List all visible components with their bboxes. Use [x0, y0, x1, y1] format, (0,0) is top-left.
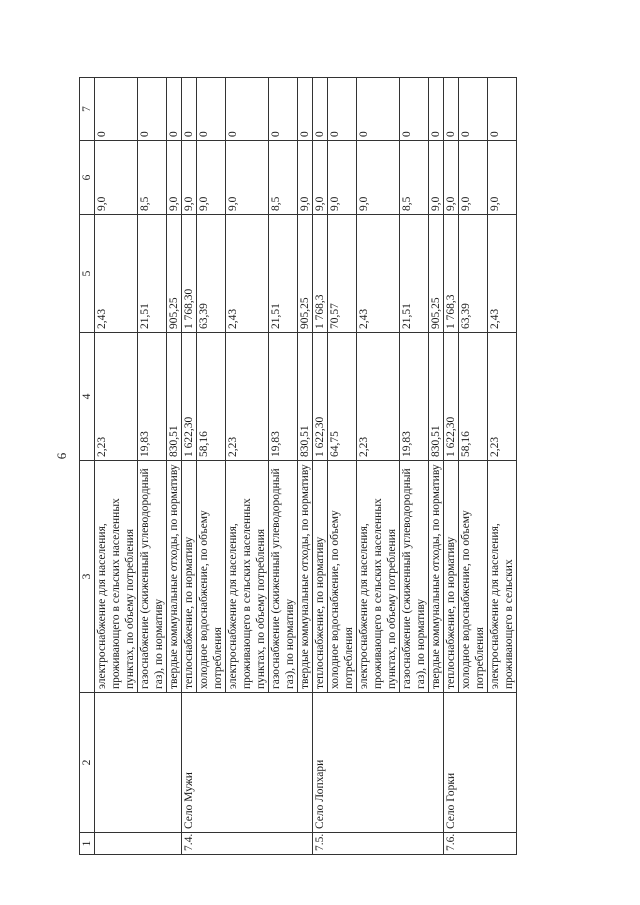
service-description-cell: теплоснабжение, по нормативу [444, 461, 459, 693]
table-row [95, 78, 138, 855]
settlement-cell [95, 693, 138, 833]
value-col6-cell: 9,0 [444, 141, 459, 215]
value-col5-cell: 70,57 [328, 215, 357, 333]
service-description-cell: электроснабжение для населения, проживающего в сельских [488, 461, 517, 693]
value-col5-cell: 2,43 [357, 215, 400, 333]
value-col5-cell: 63,39 [459, 215, 488, 333]
tariff-table [79, 77, 517, 855]
service-description-cell: газоснабжение (сжиженный углеводородный газ), по нормативу [269, 461, 298, 693]
value-col7-cell: 0 [197, 78, 226, 141]
service-description-cell: твердые коммунальные отходы, по нормативу [167, 461, 182, 693]
value-col5-cell: 2,43 [95, 215, 138, 333]
table-row [197, 78, 226, 855]
value-col7-cell: 0 [357, 78, 400, 141]
table-row [400, 78, 429, 855]
value-col4-cell: 1 622,30 [444, 333, 459, 461]
value-col6-cell: 9,0 [226, 141, 269, 215]
row-number-cell [429, 833, 444, 855]
row-number-cell [138, 833, 167, 855]
value-col7-cell: 0 [400, 78, 429, 141]
settlement-cell [400, 693, 429, 833]
row-number-cell [226, 833, 269, 855]
header-cell-1: 1 [80, 833, 95, 855]
value-col7-cell: 0 [269, 78, 298, 141]
tariff-table-frame [79, 78, 618, 855]
value-col7-cell: 0 [459, 78, 488, 141]
table-row [488, 78, 517, 855]
row-number-cell [197, 833, 226, 855]
row-number-cell [488, 833, 517, 855]
value-col5-cell: 21,51 [269, 215, 298, 333]
value-col6-cell: 9,0 [167, 141, 182, 215]
value-col6-cell: 9,0 [357, 141, 400, 215]
value-col7-cell: 0 [298, 78, 313, 141]
value-col4-cell: 830,51 [167, 333, 182, 461]
value-col5-cell: 1 768,30 [182, 215, 197, 333]
value-col6-cell: 9,0 [182, 141, 197, 215]
value-col7-cell: 0 [95, 78, 138, 141]
row-number-cell [95, 833, 138, 855]
settlement-cell [226, 693, 269, 833]
value-col4-cell: 2,23 [95, 333, 138, 461]
value-col7-cell: 0 [328, 78, 357, 141]
row-number-cell: 7.6. [444, 833, 459, 855]
value-col7-cell: 0 [182, 78, 197, 141]
table-row [167, 78, 182, 855]
value-col6-cell: 9,0 [328, 141, 357, 215]
service-description-cell: твердые коммунальные отходы, по нормативу [429, 461, 444, 693]
value-col4-cell: 58,16 [459, 333, 488, 461]
value-col6-cell: 9,0 [459, 141, 488, 215]
value-col4-cell: 19,83 [269, 333, 298, 461]
value-col5-cell: 21,51 [400, 215, 429, 333]
value-col4-cell: 1 622,30 [182, 333, 197, 461]
service-description-cell: электроснабжение для населения, проживающего в сельских населенных пунктах, по объему потребления [226, 461, 269, 693]
value-col7-cell: 0 [444, 78, 459, 141]
settlement-cell [167, 693, 182, 833]
value-col5-cell: 1 768,3 [444, 215, 459, 333]
value-col7-cell: 0 [138, 78, 167, 141]
value-col7-cell: 0 [313, 78, 328, 141]
service-description-cell: газоснабжение (сжиженный углеводородный газ), по нормативу [400, 461, 429, 693]
row-number-cell [167, 833, 182, 855]
value-col5-cell: 905,25 [429, 215, 444, 333]
table-row [357, 78, 400, 855]
header-cell-4: 4 [80, 333, 95, 461]
value-col4-cell: 58,16 [197, 333, 226, 461]
value-col5-cell: 2,43 [488, 215, 517, 333]
value-col4-cell: 2,23 [488, 333, 517, 461]
header-cell-3: 3 [80, 461, 95, 693]
row-number-cell [269, 833, 298, 855]
value-col4-cell: 19,83 [400, 333, 429, 461]
value-col7-cell: 0 [429, 78, 444, 141]
value-col4-cell: 830,51 [429, 333, 444, 461]
row-number-cell [400, 833, 429, 855]
settlement-cell [429, 693, 444, 833]
row-number-cell [298, 833, 313, 855]
value-col6-cell: 9,0 [197, 141, 226, 215]
value-col6-cell: 8,5 [269, 141, 298, 215]
value-col6-cell: 9,0 [298, 141, 313, 215]
table-row [226, 78, 269, 855]
table-row [298, 78, 313, 855]
service-description-cell: электроснабжение для населения, проживающего в сельских населенных пунктах, по объему потребления [357, 461, 400, 693]
service-description-cell: холодное водоснабжение, по объему потребления [197, 461, 226, 693]
value-col5-cell: 1 768,3 [313, 215, 328, 333]
service-description-cell: газоснабжение (сжиженный углеводородный газ), по нормативу [138, 461, 167, 693]
settlement-cell [138, 693, 167, 833]
value-col5-cell: 905,25 [167, 215, 182, 333]
value-col7-cell: 0 [167, 78, 182, 141]
value-col4-cell: 2,23 [226, 333, 269, 461]
value-col4-cell: 64,75 [328, 333, 357, 461]
service-description-cell: холодное водоснабжение, по объему потребления [459, 461, 488, 693]
value-col6-cell: 9,0 [488, 141, 517, 215]
service-description-cell: твердые коммунальные отходы, по нормативу [298, 461, 313, 693]
value-col4-cell: 2,23 [357, 333, 400, 461]
settlement-cell [328, 693, 357, 833]
value-col7-cell: 0 [488, 78, 517, 141]
settlement-cell [197, 693, 226, 833]
row-number-cell [357, 833, 400, 855]
header-cell-2: 2 [80, 693, 95, 833]
table-row [182, 78, 197, 855]
settlement-cell: Село Горки [444, 693, 459, 833]
value-col4-cell: 1 622,30 [313, 333, 328, 461]
value-col5-cell: 905,25 [298, 215, 313, 333]
table-row [444, 78, 459, 855]
rotated-table-container [79, 78, 618, 855]
row-number-cell: 7.5. [313, 833, 328, 855]
settlement-cell [488, 693, 517, 833]
row-number-cell: 7.4. [182, 833, 197, 855]
settlement-cell [459, 693, 488, 833]
page-number: 6 [54, 452, 69, 460]
service-description-cell: электроснабжение для населения, проживающего в сельских населенных пунктах, по объему потребления [95, 461, 138, 693]
settlement-cell [298, 693, 313, 833]
service-description-cell: теплоснабжение, по нормативу [313, 461, 328, 693]
value-col5-cell: 63,39 [197, 215, 226, 333]
table-row [138, 78, 167, 855]
header-row [80, 78, 95, 855]
value-col4-cell: 19,83 [138, 333, 167, 461]
value-col6-cell: 9,0 [313, 141, 328, 215]
value-col6-cell: 9,0 [429, 141, 444, 215]
settlement-cell: Село Мужи [182, 693, 197, 833]
value-col7-cell: 0 [226, 78, 269, 141]
table-body [95, 78, 517, 855]
service-description-cell: холодное водоснабжение, по объему потребления [328, 461, 357, 693]
value-col5-cell: 21,51 [138, 215, 167, 333]
value-col6-cell: 8,5 [138, 141, 167, 215]
settlement-cell [357, 693, 400, 833]
table-row [459, 78, 488, 855]
settlement-cell: Село Лопхари [313, 693, 328, 833]
value-col5-cell: 2,43 [226, 215, 269, 333]
settlement-cell [269, 693, 298, 833]
value-col6-cell: 8,5 [400, 141, 429, 215]
value-col4-cell: 830,51 [298, 333, 313, 461]
row-number-cell [328, 833, 357, 855]
row-number-cell [459, 833, 488, 855]
header-cell-5: 5 [80, 215, 95, 333]
header-cell-6: 6 [80, 141, 95, 215]
table-row [429, 78, 444, 855]
header-cell-7: 7 [80, 78, 95, 141]
value-col6-cell: 9,0 [95, 141, 138, 215]
table-row [269, 78, 298, 855]
table-row [328, 78, 357, 855]
table-row [313, 78, 328, 855]
service-description-cell: теплоснабжение, по нормативу [182, 461, 197, 693]
